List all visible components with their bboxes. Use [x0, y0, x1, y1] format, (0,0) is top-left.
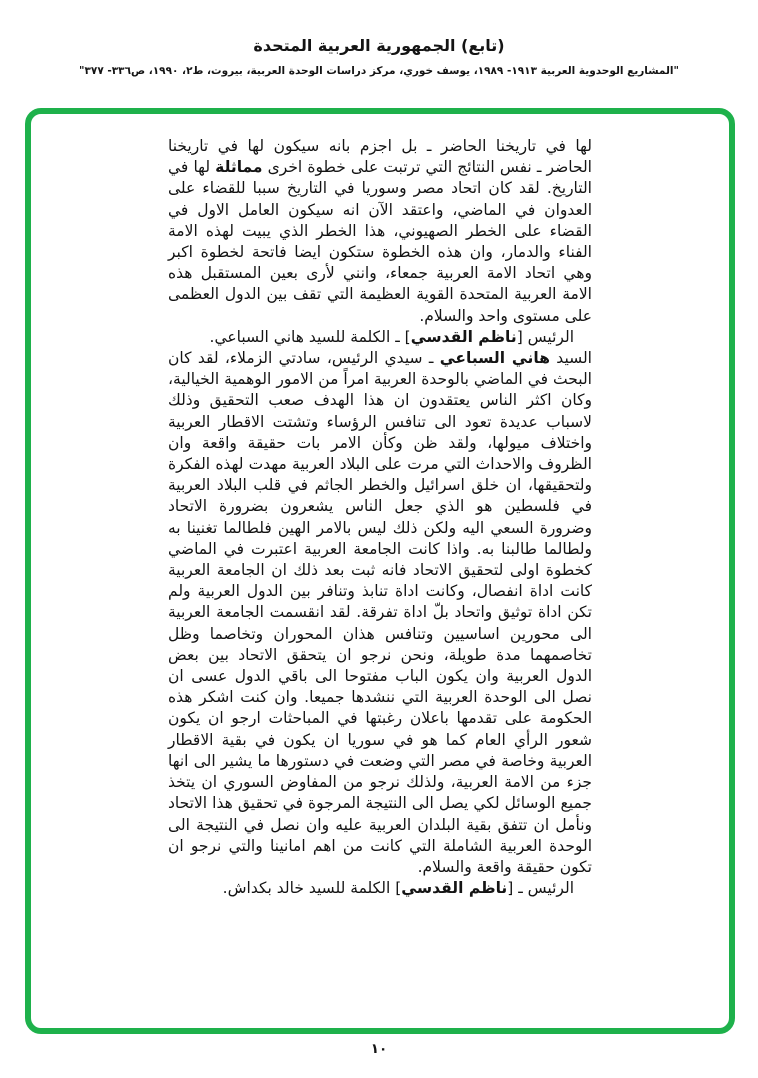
body-text	[168, 136, 592, 899]
page-title: (تابع) الجمهورية العربية المتحدة	[253, 36, 505, 55]
bold-name-text: هاني السباعي	[439, 349, 550, 368]
body-run: السيد	[549, 349, 592, 368]
body-run: الرئيس ـ [	[507, 879, 574, 898]
body-run: لها في تاريخنا الحاضر ـ بل اجزم بانه سيكون لها في تاريخنا الحاضر ـ نفس النتائج التي ترتبت على خطوة اخرى	[168, 137, 592, 177]
body-run: الرئيس [	[516, 327, 574, 346]
body-run: لها في التاريخ. لقد كان اتحاد مصر وسوريا في التاريخ سببا للقضاء على العدوان في الماضي، واعتقد الآن انه سيكون العامل الاول في القضاء على الخطر الصهيوني، هذا الخطر الذي يبيت لهذه الامة الفناء والدمار، وان هذه الخطوة ستكون ايضا فاتحة لخطوة اكبر وهي اتحاد الامة العربية جمعاء، وانني لأرى بعين المستقبل هذه الامة العربية المتحدة القوية العظيمة التي تقف بين الدول العظمى على مستوى واحد والسلام.	[168, 158, 592, 325]
paragraph	[168, 327, 592, 348]
bold-name-text: مماثلة	[215, 158, 263, 177]
paragraph	[168, 348, 592, 878]
bold-name-text: ناظم القدسي	[401, 879, 508, 898]
paragraph	[168, 878, 592, 899]
paragraph	[168, 136, 592, 327]
source-citation: "المشاريع الوحدوية العربية ١٩١٣- ١٩٨٩، يوسف خوري، مركز دراسات الوحدة العربية، بيروت، ط٢، ١٩٩٠، ص٣٣٦- ٣٧٧"	[79, 65, 679, 77]
bold-name-text: ناظم القدسي	[410, 327, 517, 346]
page-number: ١٠	[370, 1041, 388, 1057]
body-run: ـ سيدي الرئيس، سادتي الزملاء، لقد كان البحث في الماضي بالوحدة العربية امراً من الامور الوهمية الخيالية، وكان اكثر الناس يعتقدون ان هذا الهدف صعب التحقيق وذلك لاسباب عديدة تعود الى تنافس الرؤساء وتشتت الاقطار العربية واختلاف ميولها، ولقد ظن وكأن الامر بات حقيقة واقعة وان الظروف والاحداث التي مرت على البلاد العربية مهدت لهذه الفكرة ولتحقيقها، ان خلق اسرائيل والخطر الجاثم في قلب البلاد العربية في فلسطين هو الذي جعل الناس يشعرون بضرورة الاتحاد وضرورة السعي اليه ولكن ذلك ليس بالامر الهين فلطالما تغنينا به ولطالما طالبنا به. واذا كانت الجامعة العربية اعتبرت في الماضي كخطوة اولى لتحقيق الاتحاد فانه ثبت بعد ذلك ان الجامعة العربية كانت اداة انفصال، وكانت اداة تنابذ وتنافر بين الدول العربية ولم تكن اداة توثيق واتحاد بلّ اداة تفرقة. لقد انقسمت الجامعة العربية الى محورين اساسيين وتنافس هذان المحوران وتخاصما وظل تخاصمهما مدة طويلة، ونحن نرجو ان يتحقق الاتحاد بين بعض الدول العربية وان يكون الباب مفتوحا الى باقي الدول عسى ان نصل الى الوحدة العربية التي ننشدها جميعا. وان كنت اشكر هذه الحكومة على تقدمها باعلان رغبتها في المباحثات ارجو ان يكون شعور الرأي العام كما هو في سوريا ان يكون في بقية الاقطار العربية وخاصة في مصر التي وضعت في دستورها ما يشير الى انها جزء من الامة العربية، ولذلك نرجو من المفاوض السوري ان يتخذ جميع الوسائل لكي يصل الى النتيجة المرجوة في تحقيق هذا الاتحاد ونأمل ان تتفق بقية البلدان العربية عليه وان نصل في النتيجة الى الوحدة العربية الشاملة التي كانت من اهم امانينا والتي نرجو ان تكون حقيقة واقعة والسلام.	[168, 349, 592, 876]
body-run: ] ـ الكلمة للسيد هاني السباعي.	[209, 327, 411, 346]
body-run: ] الكلمة للسيد خالد بكداش.	[222, 879, 402, 898]
